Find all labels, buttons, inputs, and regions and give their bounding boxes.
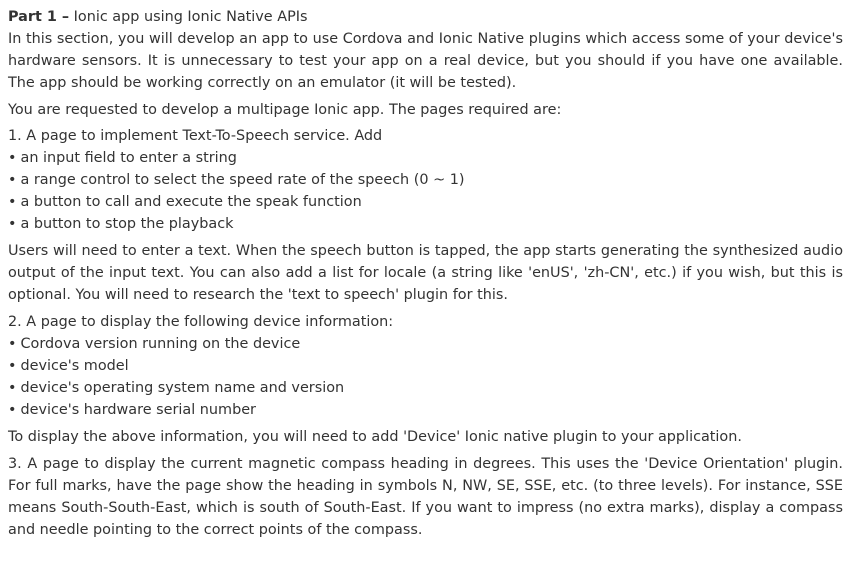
section2-bullet: • Cordova version running on the device (8, 333, 843, 355)
part-title-text: Ionic app using Ionic Native APIs (69, 9, 308, 25)
section1-heading: 1. A page to implement Text-To-Speech service. Add (8, 128, 383, 144)
section2-heading: 2. A page to display the following device information: (8, 314, 394, 330)
section2-note: To display the above information, you will need to add 'Device' Ionic native plugin to your application. (8, 429, 742, 445)
section1-bullet: • a button to stop the playback (8, 213, 843, 235)
section1-bullet: • a range control to select the speed rate of the speech (0 ~ 1) (8, 169, 843, 191)
part-title (8, 6, 843, 28)
section2-bullet: • device's model (8, 355, 843, 377)
section2-bullet: • device's operating system name and version (8, 377, 843, 399)
requested-paragraph: You are requested to develop a multipage Ionic app. The pages required are: (8, 102, 562, 118)
intro-paragraph: In this section, you will develop an app to use Cordova and Ionic Native plugins which access some of your device's hardware sensors. It is unnecessary to test your app on a real device, but you should if you have one available. The app should be working correctly on an emulator (it will be tested). (8, 31, 843, 91)
section2-bullet: • device's hardware serial number (8, 399, 843, 421)
section3-paragraph: 3. A page to display the current magnetic compass heading in degrees. This uses the 'Device Orientation' plugin. For full marks, have the page show the heading in symbols N, NW, SE, SSE, etc. (to three levels). For instance, SSE means South-South-East, which is south of South-East. If you want to impress (no extra marks), display a compass and needle pointing to the correct points of the compass. (8, 456, 843, 538)
section1-bullet: • a button to call and execute the speak function (8, 191, 843, 213)
part-title-label: Part 1 – (8, 9, 70, 25)
section1-note: Users will need to enter a text. When the speech button is tapped, the app starts generating the synthesized audio output of the input text. You can also add a list for locale (a string like 'enUS', 'zh-CN', etc.) if you wish, but this is optional. You will need to research the 'text to speech' plugin for this. (8, 243, 843, 303)
section1-bullet: • an input field to enter a string (8, 147, 843, 169)
